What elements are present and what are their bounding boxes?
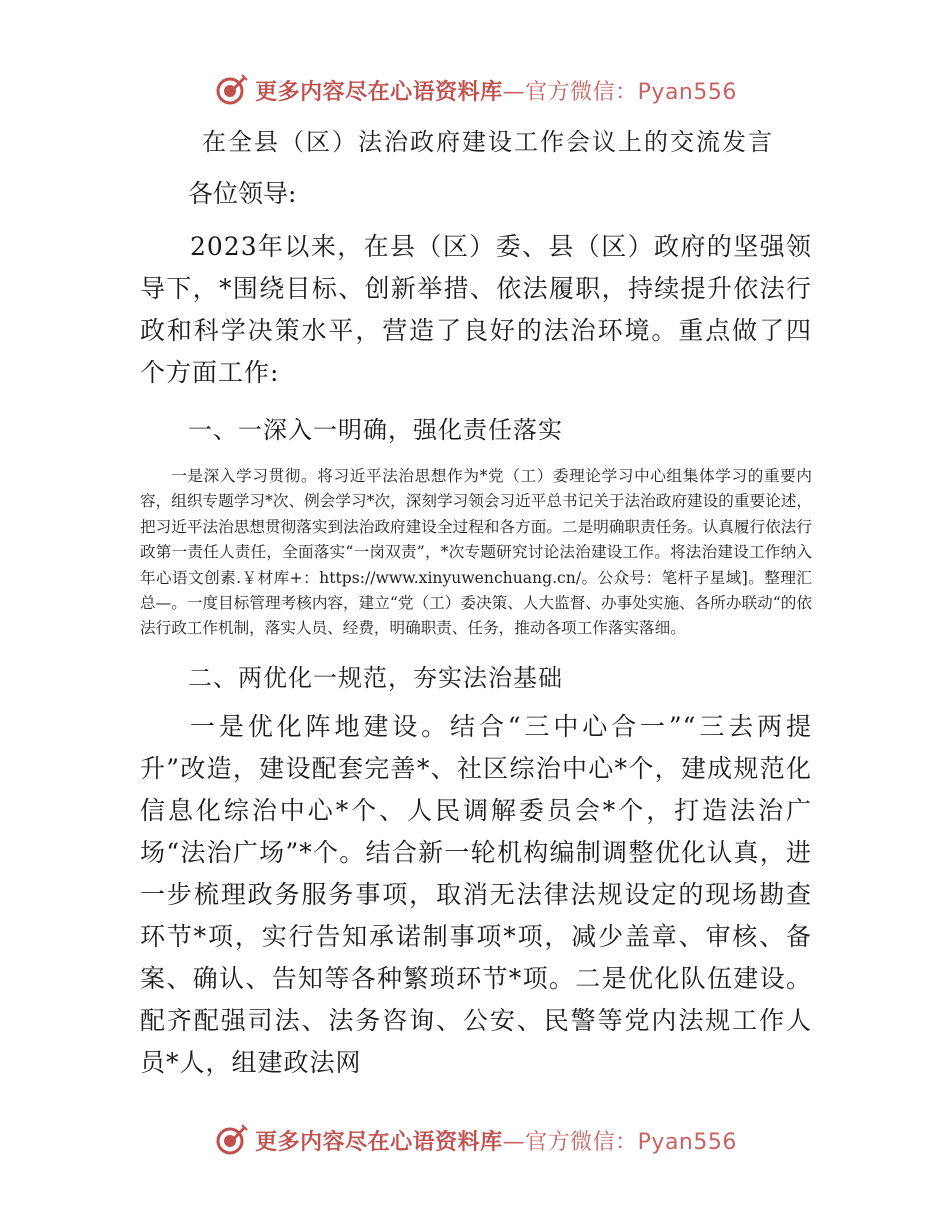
quill-seal-icon [213, 1122, 249, 1158]
watermark-main: 更多内容尽在心语资料库 [255, 1129, 503, 1155]
section-2-paragraph: 一是优化阵地建设。结合“三中心合一”“三去两提升”改造，建设配套完善*、社区综治中心*个，建成规范化信息化综治中心*个、人民调解委员会*个，打造法治广场“法治广场”*个。结合新一轮机构编制调整优化认真，进一步梳理政务服务事项，取消无法律法规设定的现场勘查环节*项，实行告知承诺制事项*项，减少盖章、审核、备案、确认、告知等各种繁琐环节*项。二是优化队伍建设。配齐配强司法、法务咨询、公安、民警等党内法规工作人员*人，组建政法网 [140, 711, 812, 1077]
watermark-sub: —官方微信： [502, 79, 638, 105]
section-2-heading: 二、两优化一规范，夯实法治基础 [188, 663, 563, 692]
section-1-paragraph: 一是深入学习贯彻。将习近平法治思想作为*党（工）委理论学习中心组集体学习的重要内容，组织专题学习*次、例会学习*次，深刻学习领会习近平总书记关于法治政府建设的重要论述，把习近平法治思想贯彻落实到法治政府建设全过程和各方面。二是明确职责任务。认真履行依法行政第一责任人责任，全面落实“一岗双责”，*次专题研究讨论法治建设工作。将法治建设工作纳入年心语文创素.￥材库+：https://www.xinyuwenchuang.cn/。公众号：笔杆子星域]。整理汇总—。一度目标管理考核内容，建立“党（工）委决策、人大监督、办事处实施、各所办联动“的依法行政工作机制，落实人员、经费，明确职责、任务，推动各项工作落实落细。 [140, 467, 812, 638]
watermark-banner-top [0, 68, 950, 112]
watermark-sub: —官方微信： [502, 1129, 638, 1155]
watermark-main: 更多内容尽在心语资料库 [255, 79, 503, 105]
section-1-heading: 一、一深入一明确，强化责任落实 [188, 416, 563, 444]
document-title: 在全县（区）法治政府建设工作会议上的交流发言 [202, 128, 774, 156]
watermark-text [255, 75, 737, 106]
watermark-text [255, 1125, 737, 1156]
document-body [140, 120, 812, 1084]
watermark-banner-bottom [0, 1118, 950, 1162]
intro-paragraph: 2023年以来，在县（区）委、县（区）政府的坚强领导下，*围绕目标、创新举措、依法履职，持续提升依法行政和科学决策水平，营造了良好的法治环境。重点做了四个方面工作: [140, 232, 812, 387]
salutation: 各位领导: [188, 179, 297, 208]
watermark-id: Pyan556 [637, 1129, 737, 1155]
quill-seal-icon [213, 72, 249, 108]
watermark-id: Pyan556 [637, 79, 737, 105]
